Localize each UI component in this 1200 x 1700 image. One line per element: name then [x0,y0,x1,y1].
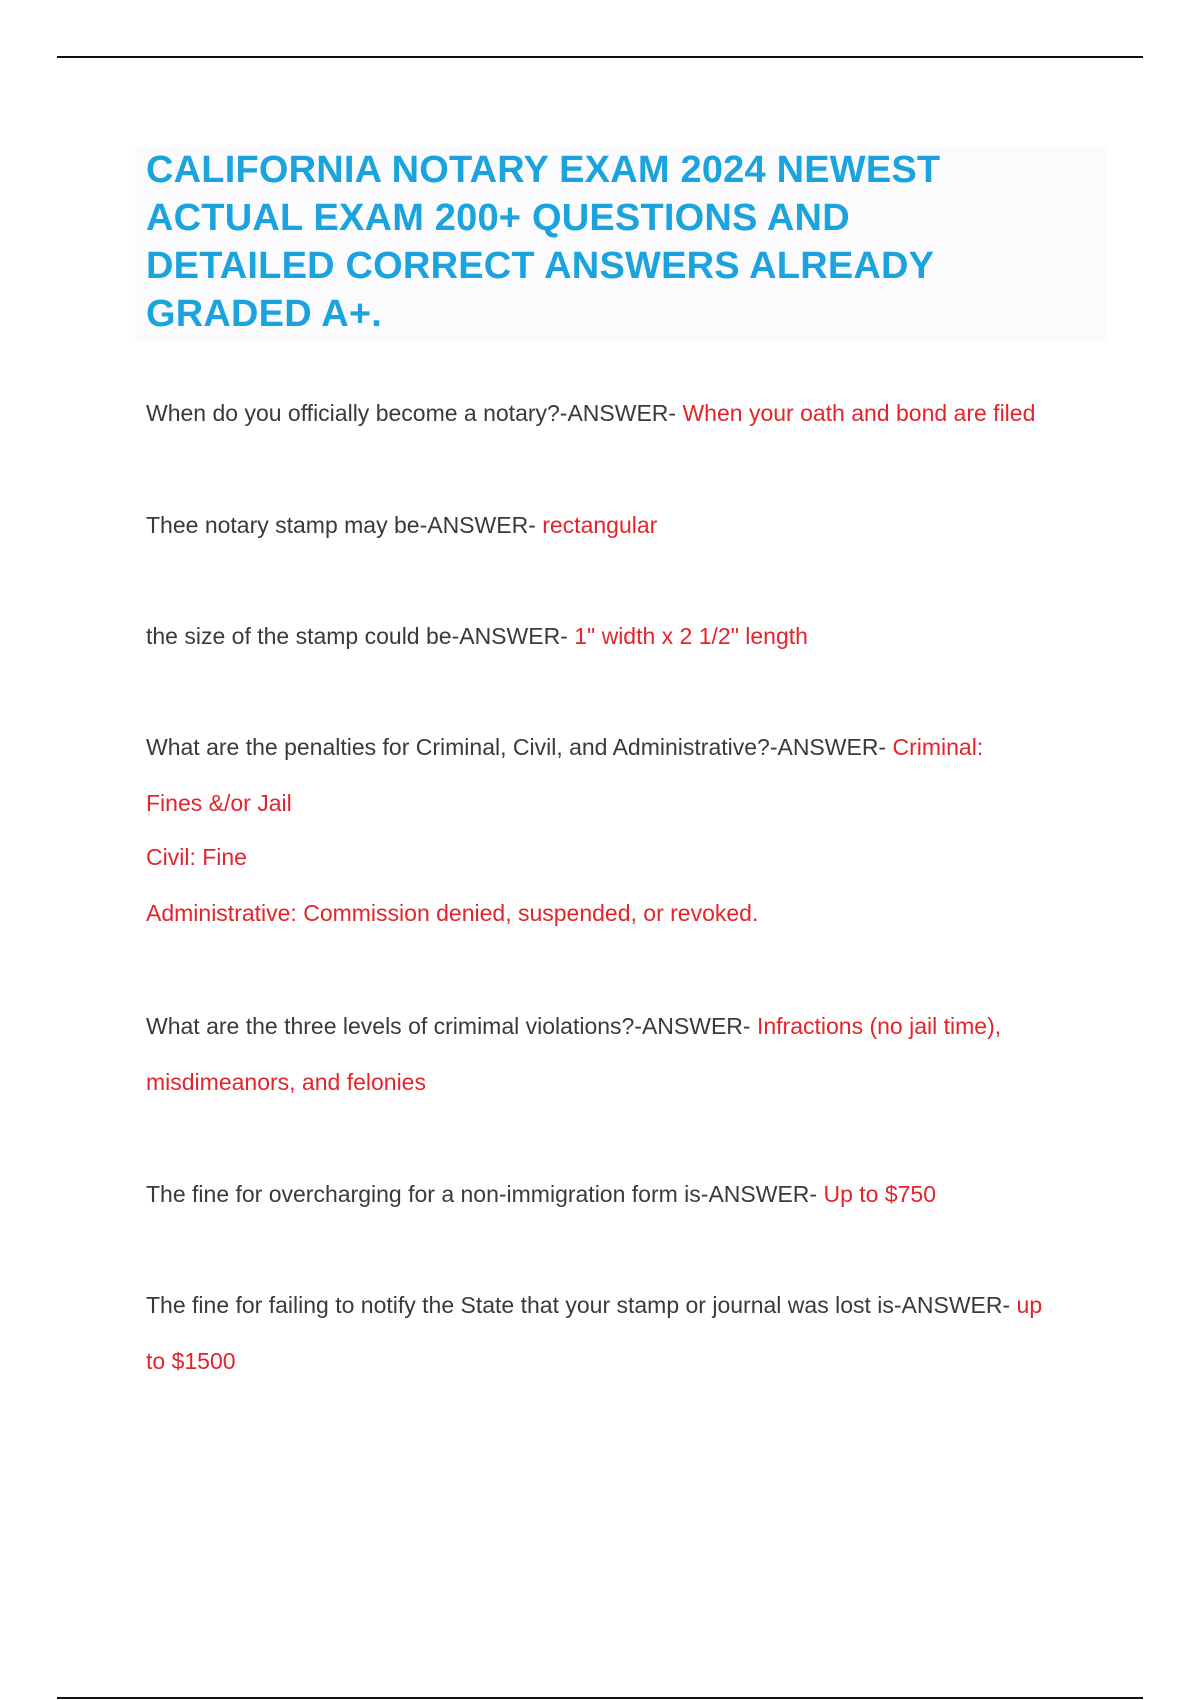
qa-item [146,719,1106,941]
answer-text: Up to $750 [823,1181,936,1207]
document-title [146,146,1106,338]
answer-text: rectangular [542,512,658,538]
title-line: CALIFORNIA NOTARY EXAM 2024 NEWEST [146,149,941,191]
qa-item [146,608,1106,664]
question-text: Thee notary stamp may be-ANSWER- [146,512,543,538]
qa-line [146,385,1106,441]
qa-line [146,497,1106,553]
title-line: GRADED A+. [146,293,383,335]
qa-line [146,1277,1106,1333]
question-text: When do you officially become a notary?-ANSWER- [146,400,683,426]
question-text: What are the penalties for Criminal, Civil, and Administrative?-ANSWER- [146,734,893,760]
qa-item [146,1277,1106,1389]
answer-continuation: misdimeanors, and felonies [146,1069,426,1095]
answer-continuation: Administrative: Commission denied, suspended, or revoked. [146,900,759,926]
qa-item [146,1166,1106,1222]
question-text: The fine for failing to notify the State that your stamp or journal was lost is-ANSWER- [146,1292,1017,1318]
question-text: The fine for overcharging for a non-immigration form is-ANSWER- [146,1181,824,1207]
qa-item [146,385,1106,441]
title-line: ACTUAL EXAM 200+ QUESTIONS AND [146,197,850,239]
qa-line [146,1166,1106,1222]
answer-continuation: Civil: Fine [146,844,247,870]
qa-line [146,719,1106,775]
answer-text: When your oath and bond are filed [682,400,1036,426]
title-block [135,146,1106,342]
top-rule [57,56,1143,58]
question-text: the size of the stamp could be-ANSWER- [146,623,575,649]
answer-text: Infractions (no jail time), [756,1013,1002,1039]
qa-item [146,497,1106,553]
title-line: DETAILED CORRECT ANSWERS ALREADY [146,245,935,287]
answer-text: Criminal: [892,734,984,760]
answer-text: up [1016,1292,1043,1318]
question-text: What are the three levels of crimimal violations?-ANSWER- [146,1013,757,1039]
qa-item [146,998,1106,1110]
answer-text: 1" width x 2 1/2" length [574,623,808,649]
qa-line [146,608,1106,664]
answer-continuation: Fines &/or Jail [146,790,292,816]
answer-continuation: to $1500 [146,1348,236,1374]
bottom-rule [57,1697,1143,1699]
qa-line [146,998,1106,1054]
